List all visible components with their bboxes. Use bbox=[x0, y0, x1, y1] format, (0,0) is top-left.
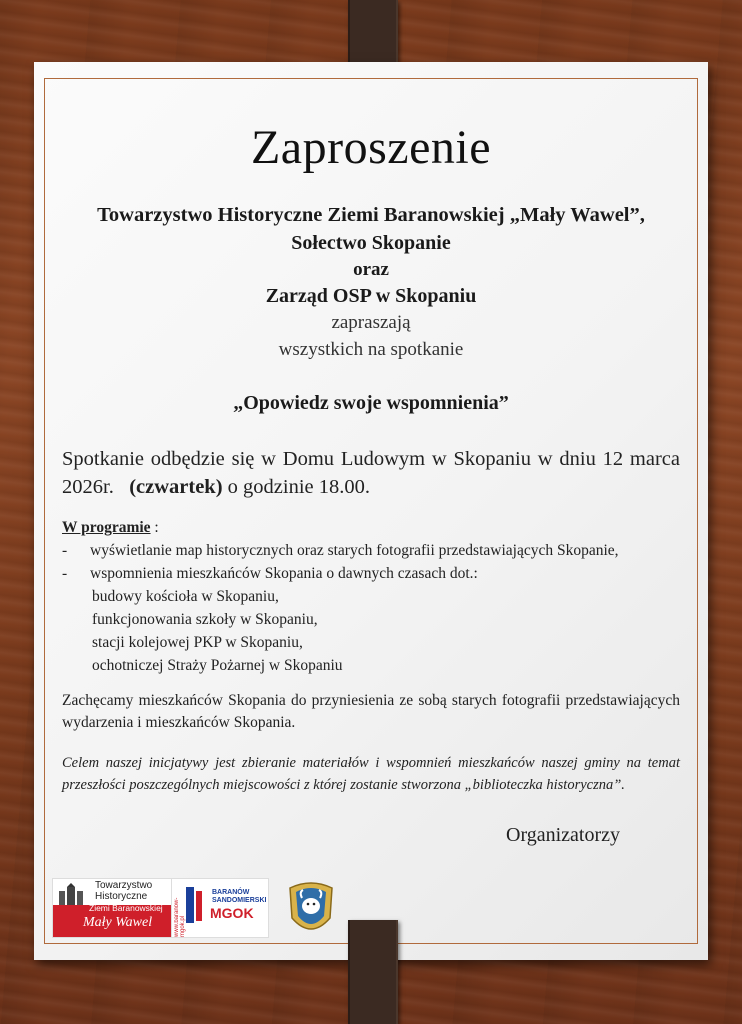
meeting-weekday: (czwartek) bbox=[129, 476, 223, 498]
organizer-conjunction: oraz bbox=[353, 259, 389, 280]
logo-text: www.baranow-mgok.pl bbox=[174, 897, 186, 937]
bullet-dash: - bbox=[62, 565, 68, 582]
program-item: - wyświetlanie map historycznych oraz starych fotografii przedstawiających Skopanie, bbox=[62, 539, 702, 562]
logo-text: MGOK bbox=[210, 905, 254, 921]
invite-verb: zapraszają bbox=[331, 312, 411, 333]
program-subitem: stacji kolejowej PKP w Skopaniu, bbox=[92, 634, 303, 651]
program-section bbox=[62, 516, 702, 677]
goal-paragraph: Celem naszej inicjatywy jest zbieranie materiałów i wspomnień mieszkańców naszej gminy na temat przeszłości poszczególnych miejscowości z której zostanie stworzona „biblioteczka historyczna”. bbox=[62, 755, 680, 793]
invite-paragraph: Zachęcamy mieszkańców Skopania do przyniesienia ze sobą starych fotografii przedstawiających wydarzenia i mieszkańców Skopania. bbox=[62, 692, 680, 731]
logo-bar bbox=[196, 891, 202, 921]
program-subitem: funkcjonowania szkoły w Skopaniu, bbox=[92, 611, 318, 628]
logo-text: Ziemi Baranowskiej bbox=[89, 903, 163, 913]
organizer-solectwo: Sołectwo Skopanie bbox=[291, 232, 451, 254]
signature: Organizatorzy bbox=[506, 824, 621, 846]
invitation-poster bbox=[34, 62, 708, 960]
castle-icon bbox=[57, 883, 85, 907]
mgok-logo bbox=[171, 878, 269, 938]
program-subitem: ochotniczej Straży Pożarnej w Skopaniu bbox=[92, 657, 343, 674]
paper-clip-bottom bbox=[348, 920, 398, 1024]
program-item: - wspomnienia mieszkańców Skopania o dawnych czasach dot.: bbox=[62, 562, 702, 585]
organizer-society: Towarzystwo Historyczne Ziemi Baranowskiej „Mały Wawel”, bbox=[97, 204, 645, 226]
society-logo bbox=[52, 878, 172, 938]
coat-of-arms-icon bbox=[282, 878, 340, 940]
logo-text: BARANÓW SANDOMIERSKI bbox=[212, 889, 267, 904]
poster-title: Zaproszenie bbox=[250, 121, 492, 174]
organizer-osp: Zarząd OSP w Skopaniu bbox=[265, 285, 477, 307]
logo-text: Historyczne bbox=[95, 891, 148, 902]
meeting-place-date: Spotkanie odbędzie się w Domu Ludowym w Skopaniu w dniu 12 marca 2026r. bbox=[62, 448, 680, 498]
logo-text: Towarzystwo bbox=[95, 880, 153, 891]
program-heading: W programie bbox=[62, 519, 151, 536]
invite-audience: wszystkich na spotkanie bbox=[278, 339, 464, 360]
program-heading-colon: : bbox=[150, 519, 159, 536]
logo-bar bbox=[186, 887, 194, 923]
event-name: „Opowiedz swoje wspomnienia” bbox=[233, 392, 509, 414]
bullet-dash: - bbox=[62, 542, 68, 559]
program-subitem: budowy kościoła w Skopaniu, bbox=[92, 588, 279, 605]
logo-text: Mały Wawel bbox=[83, 915, 153, 930]
meeting-time: o godzinie 18.00. bbox=[227, 476, 371, 498]
meeting-details bbox=[62, 445, 680, 501]
